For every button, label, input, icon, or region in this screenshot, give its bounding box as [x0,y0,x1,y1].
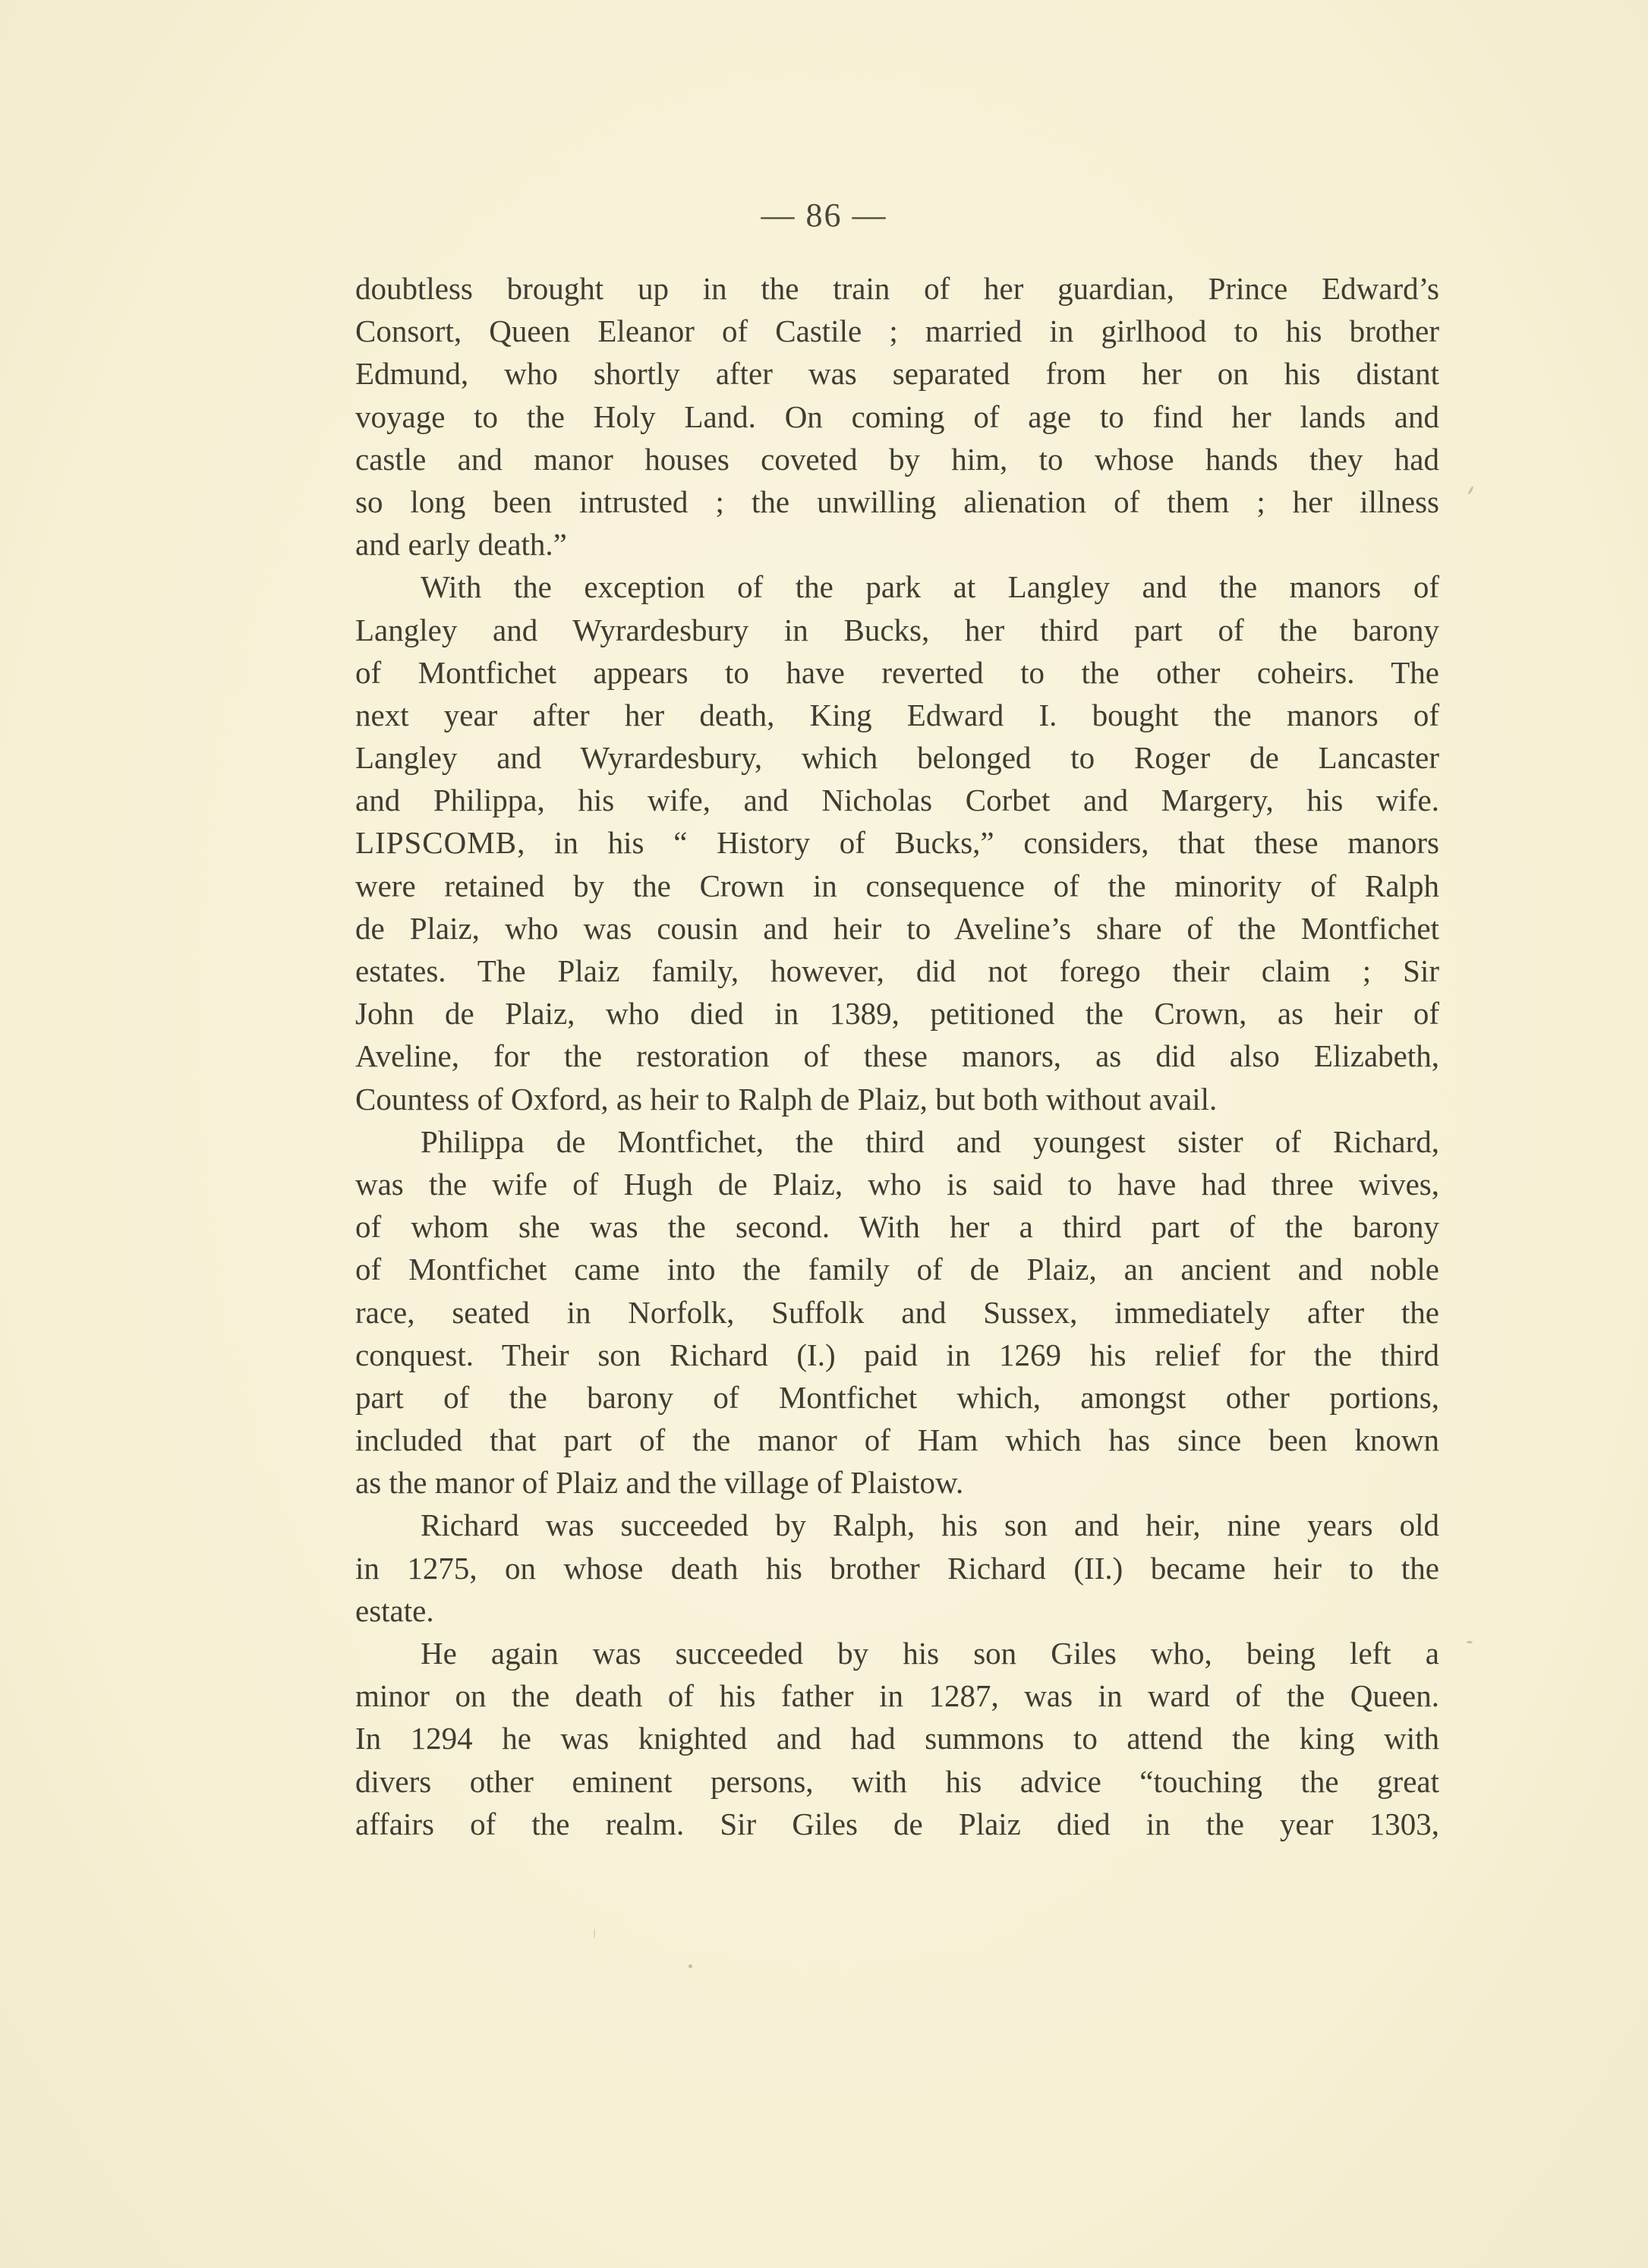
text-line: included that part of the manor of Ham which has since been known [355,1422,1439,1458]
text-line: were retained by the Crown in consequence of the minority of Ralph [355,868,1439,903]
text-line: next year after her death, King Edward I. bought the manors of [355,697,1439,732]
paper-speck [1467,1641,1473,1643]
text-line: of Montfichet appears to have reverted to the other coheirs. The [355,654,1439,690]
text-line: race, seated in Norfolk, Suffolk and Sussex, immediately after the [355,1294,1439,1330]
text-line: estate. [355,1592,434,1628]
text-line: divers other eminent persons, with his advice “touching the great [355,1763,1439,1799]
text-line: Countess of Oxford, as heir to Ralph de Plaiz, but both without avail. [355,1081,1218,1117]
text-line: affairs of the realm. Sir Giles de Plaiz died in the year 1303, [355,1806,1439,1841]
text-line: conquest. Their son Richard (I.) paid in 1269 his relief for the third [355,1337,1439,1372]
small-caps-name: LIPSCOMB [355,825,518,861]
text-line: Langley and Wyrardesbury, which belonged to Roger de Lancaster [355,740,1439,776]
paper-speck [1467,486,1474,495]
text-line: Edmund, who shortly after was separated from her on his distant [355,356,1439,392]
text-line: was the wife of Hugh de Plaiz, who is said to have had three wives, [355,1166,1439,1202]
text-line: John de Plaiz, who died in 1389, petitioned the Crown, as heir of [355,996,1439,1032]
text-line: of Montfichet came into the family of de Plaiz, an ancient and noble [355,1252,1439,1287]
text-line: He again was succeeded by his son Giles who, being left a [421,1636,1439,1671]
text-line: In 1294 he was knighted and had summons to attend the king with [355,1721,1439,1756]
page-number: — 86 — [761,197,887,234]
text-line: Consort, Queen Eleanor of Castile ; married in girlhood to his brother [355,313,1439,349]
text-line: and early death.” [355,527,567,562]
text-line: estates. The Plaiz family, however, did not forego their claim ; Sir [355,953,1439,988]
text-line: in 1275, on whose death his brother Richard (II.) became heir to the [355,1550,1439,1586]
text-line: as the manor of Plaiz and the village of Plaistow. [355,1465,964,1501]
text-line: castle and manor houses coveted by him, to whose hands they had [355,441,1439,477]
text-line: Langley and Wyrardesbury in Bucks, her third part of the barony [355,612,1439,647]
text-line: part of the barony of Montfichet which, amongst other portions, [355,1379,1439,1415]
text-line: of whom she was the second. With her a third part of the barony [355,1209,1439,1245]
text-line: so long been intrusted ; the unwilling alienation of them ; her illness [355,484,1439,519]
text-line: Aveline, for the restoration of these manors, as did also Elizabeth, [355,1038,1439,1074]
text-line: Richard was succeeded by Ralph, his son and heir, nine years old [421,1507,1439,1543]
paper-speck [594,1928,595,1939]
text-line: With the exception of the park at Langley and the manors of [421,569,1439,605]
text-line: voyage to the Holy Land. On coming of age to find her lands and [355,398,1439,434]
text-line: de Plaiz, who was cousin and heir to Aveline’s share of the Montfichet [355,910,1439,946]
paper-speck [689,1964,692,1968]
text-line: and Philippa, his wife, and Nicholas Corbet and Margery, his wife. [355,783,1439,818]
text-line: LIPSCOMB, in his “ History of Bucks,” considers, that these manors [355,825,1439,861]
text-line: doubtless brought up in the train of her guardian, Prince Edward’s [355,271,1439,306]
body-text [355,267,1439,1845]
text-line: minor on the death of his father in 1287, was in ward of the Queen. [355,1678,1439,1714]
text-line: Philippa de Montfichet, the third and youngest sister of Richard, [421,1123,1439,1159]
